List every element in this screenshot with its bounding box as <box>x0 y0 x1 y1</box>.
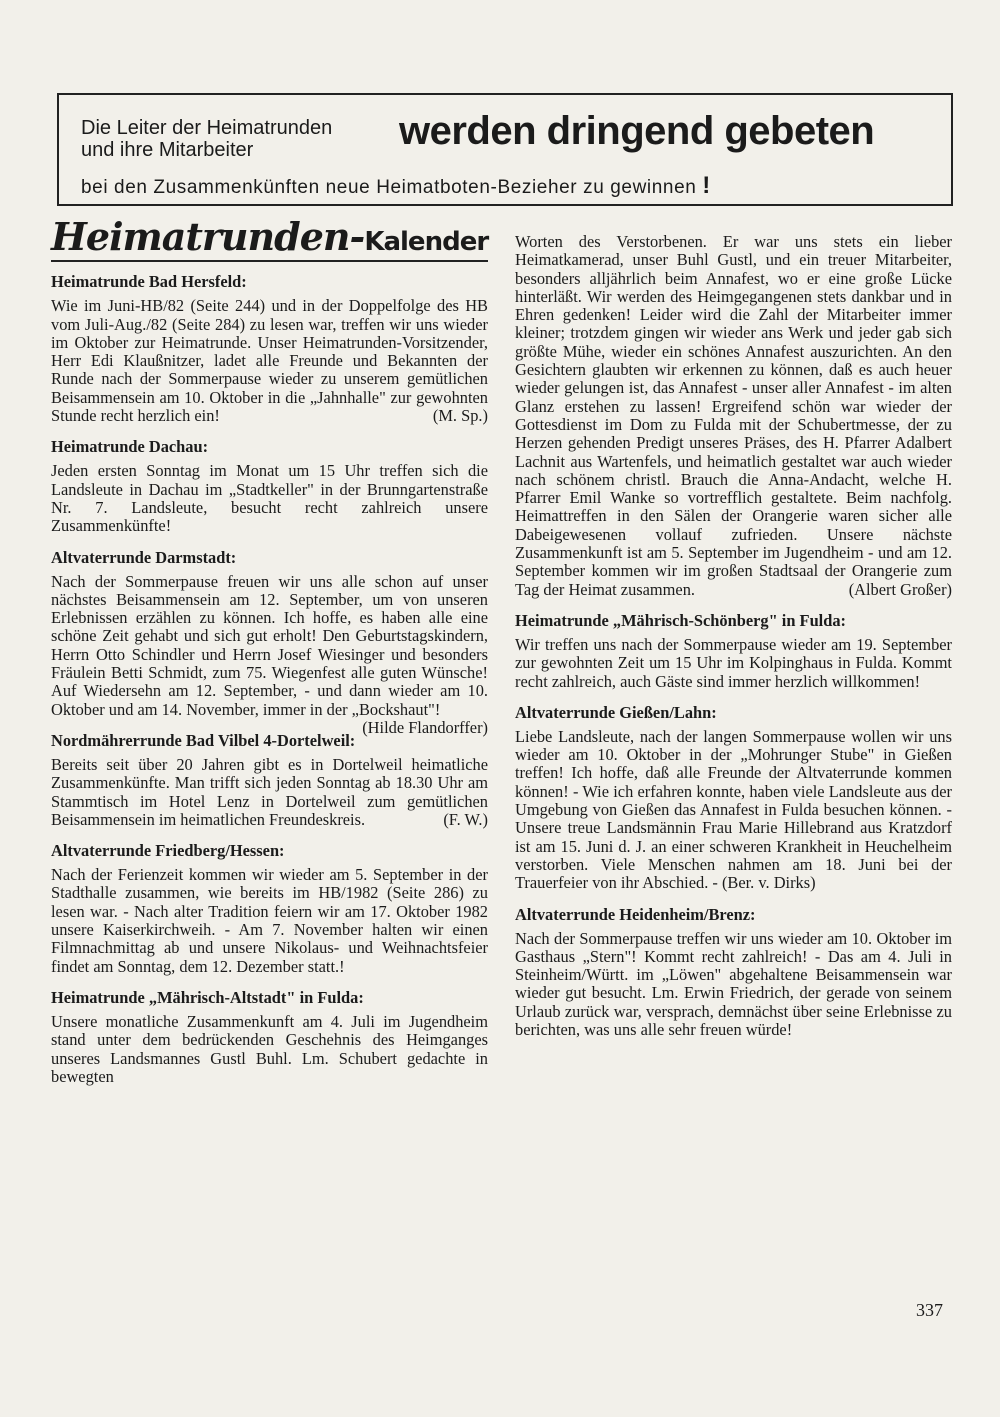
section-body: Unsere monatliche Zusammenkunft am 4. Juli im Jugendheim stand unter dem bedrückenden Geschehnis des Heimganges unseres Landsmannes Gustl Buhl. Lm. Schubert gedachte in bewegten <box>51 1011 488 1086</box>
section-text <box>51 462 488 535</box>
section-text <box>515 930 952 1040</box>
section-text <box>51 1013 488 1086</box>
calendar-title-word: Kalender <box>364 227 489 257</box>
section-body: Nach der Sommerpause treffen wir uns wieder am 10. Oktober im Gasthaus „Stern"! Kommt recht zahlreich! - Das am 4. Juli in Steinheim/Württ. im „Löwen" abgehaltene Beisammensein war wieder gut besucht. Lm. Erwin Friedrich, der gerade von seinem Urlaub zurück war, versprach, demnächst über seine Erlebnisse zu berichten, was uns alle sehr freuen würde! <box>515 928 952 1039</box>
section-body: Nach der Sommerpause freuen wir uns alle schon auf unser nächstes Beisammensein am 12. September, um von unseren Erlebnissen erzählen zu können. Ich hoffe, es haben alle eine schöne Zeit gehabt und sich gut erholt! Den Geburtstagskindern, Herrn Otto Schindler und Herrn Josef Wiesinger und besonders Fräulein Betti Schmidt, zum 75. Wiegenfest alle guten Wünsche! Auf Wiedersehn am 12. September, - und dann wieder am 10. Oktober und am 14. November, immer in der „Bockshaut"! <box>51 571 488 719</box>
section-friedberg <box>51 841 488 976</box>
banner-headline: werden dringend gebeten <box>399 109 875 153</box>
section-altstadt-continued <box>515 233 952 599</box>
section-heidenheim <box>515 905 952 1040</box>
section-heading: Nordmährerrunde Bad Vilbel 4-Dortelweil: <box>51 730 356 750</box>
section-body: Wir treffen uns nach der Sommerpause wieder am 19. September zur gewohnten Zeit um 15 Uhr im Kolpinghaus in Fulda. Kommt recht zahlreich, auch Gäste sind immer herzlich willkommen! <box>515 634 952 691</box>
banner-exclaim: ! <box>702 172 711 199</box>
section-giessen <box>515 703 952 893</box>
left-column <box>51 214 489 1098</box>
section-maehrisch-altstadt <box>51 988 488 1086</box>
section-signature: (Albert Großer) <box>848 579 952 599</box>
section-body: Nach der Ferienzeit kommen wir wieder am 5. September in der Stadthalle zusammen, wie bereits im HB/1982 (Seite 286) zu lesen war. - Nach alter Tradition feiern wir am 17. Oktober 1982 unsere Kaiserkirchweih. - Am 7. November halten wir einen Filmnachmittag ab und unsere Nikolaus- und Weihnachtsfeier findet am Sonntag, dem 12. Dezember statt.! <box>51 865 488 976</box>
section-dachau <box>51 437 488 535</box>
section-signature: (F. W.) <box>443 809 488 829</box>
section-heading: Heimatrunde „Mährisch-Altstadt" in Fulda: <box>51 987 364 1007</box>
section-body: Bereits seit über 20 Jahren gibt es in Dortelweil heimatliche Zusammenkünfte. Man trifft sich jeden Sonntag ab 18.30 Uhr am Stammtisch im Hotel Lenz in Dortelweil zum gemütlichen Beisammensein im heimatlichen Freundeskreis. <box>51 754 488 829</box>
page-number: 337 <box>916 1300 943 1320</box>
banner-line-1: Die Leiter der Heimatrunden <box>81 117 333 139</box>
section-darmstadt <box>51 547 488 737</box>
section-heading: Altvaterrunde Gießen/Lahn: <box>515 702 717 722</box>
section-text <box>51 756 488 829</box>
right-column <box>515 233 952 1051</box>
section-heading: Heimatrunde Dachau: <box>51 437 209 457</box>
appeal-banner <box>57 93 953 206</box>
banner-subline <box>81 172 711 200</box>
section-text <box>515 233 952 599</box>
section-body: Worten des Verstorbenen. Er war uns stets ein lieber Heimatkamerad, unser Buhl Gustl, und ein treuer Mitarbeiter, besonders alljährlich beim Annafest, wo er eine große Lücke hinterläßt. Wir werden des Heimgegangenen stets dankbar und in Ehren gedenken! Leider wird die Zahl der Mitarbeiter immer kleiner; trotzdem gingen wir wieder ans Werk und jeder gab sich größte Mühe, wieder ein schönes Annafest auszurichten. An den Gesichtern glaubten wir erkennen zu können, daß es auch heuer wieder gelungen ist, das Annafest - unser aller Annafest - im alten Glanz erstehen zu lassen! Ergreifend schön war wieder der Gottesdienst im Dom zu Fulda mit der Schubertmesse, der zu Herzen gehenden Predigt unseres Präses, des H. Pfarrer Adalbert Lachnit aus Wartenfels, und heimatlich gestaltet war auch wieder nach schönem christl. Brauch die Anna-Andacht, welche H. Pfarrer Emil Wanke so vortrefflich gestaltete. Beim nachfolg. Heimattreffen in den Sälen der Orangerie waren sicher alle Dabeigewesenen vollauf zufrieden. Unsere nächste Zusammenkunft ist am 5. September im Jugendheim - und am 12. September kommen wir im großen Stadtsaal der Orangerie zum Tag der Heimat zusammen. <box>515 232 952 599</box>
section-text <box>51 297 488 425</box>
section-heading: Heimatrunde Bad Hersfeld: <box>51 272 247 292</box>
section-signature: (Hilde Flandorffer) <box>362 717 488 737</box>
section-heading: Altvaterrunde Darmstadt: <box>51 547 237 567</box>
banner-subline-text: bei den Zusammenkünften neue Heimatboten-Bezieher zu gewinnen <box>81 177 697 198</box>
section-body: Liebe Landsleute, nach der langen Sommerpause wollen wir uns wieder am 10. Oktober in der „Mohrunger Stube" in Gießen treffen! Ich hoffe, daß alle Freunde der Altvaterrunde kommen können! - Wie ich erfahren konnte, haben viele Landsleute aus der Umgebung von Gießen das Annafest in Fulda besuchen können. - Unsere treue Landsmännin Frau Marie Hillebrand aus Kratzdorf ist am 15. Juni d. J. an einer schweren Krankheit in Heuchelheim verstorben. Viele Menschen nahmen am 18. Juni bei der Trauerfeier von ihr Abschied. - (Ber. v. Dirks) <box>515 726 952 893</box>
section-body: Wie im Juni-HB/82 (Seite 244) und in der Doppelfolge des HB vom Juli-Aug./82 (Seite 284) zu lesen war, treffen wir uns wieder im Oktober zur Heimatrunde. Unser Heimatrunden-Vorsitzender, Herr Edi Klaußnitzer, ladet alle Freunde und Bekannten der Runde nach der Sommerpause wieder zu unserem gemütlichen Beisammensein am 10. Oktober in die „Jahnhalle" zur gewohnten Stunde recht herzlich ein! <box>51 296 488 426</box>
calendar-title <box>51 214 489 262</box>
section-bad-vilbel <box>51 731 488 829</box>
section-body: Jeden ersten Sonntag im Monat um 15 Uhr treffen sich die Landsleute in Dachau im „Stadtkeller" in der Brunngartenstraße Nr. 7. Landsleute, besucht recht zahlreich unsere Zusammenkünfte! <box>51 461 488 536</box>
calendar-title-script: Heimatrunden- <box>51 214 365 259</box>
banner-addressees <box>81 117 332 161</box>
section-signature: (M. Sp.) <box>432 406 488 426</box>
section-heading: Altvaterrunde Heidenheim/Brenz: <box>515 904 756 924</box>
section-text <box>51 866 488 976</box>
section-maehrisch-schoenberg <box>515 611 952 691</box>
section-heading: Altvaterrunde Friedberg/Hessen: <box>51 841 285 861</box>
section-text <box>515 636 952 691</box>
section-text <box>515 728 952 893</box>
section-bad-hersfeld <box>51 272 488 425</box>
section-text <box>51 571 488 737</box>
section-heading: Heimatrunde „Mährisch-Schönberg" in Fulda: <box>515 610 847 630</box>
banner-line-2: und ihre Mitarbeiter <box>81 139 254 161</box>
